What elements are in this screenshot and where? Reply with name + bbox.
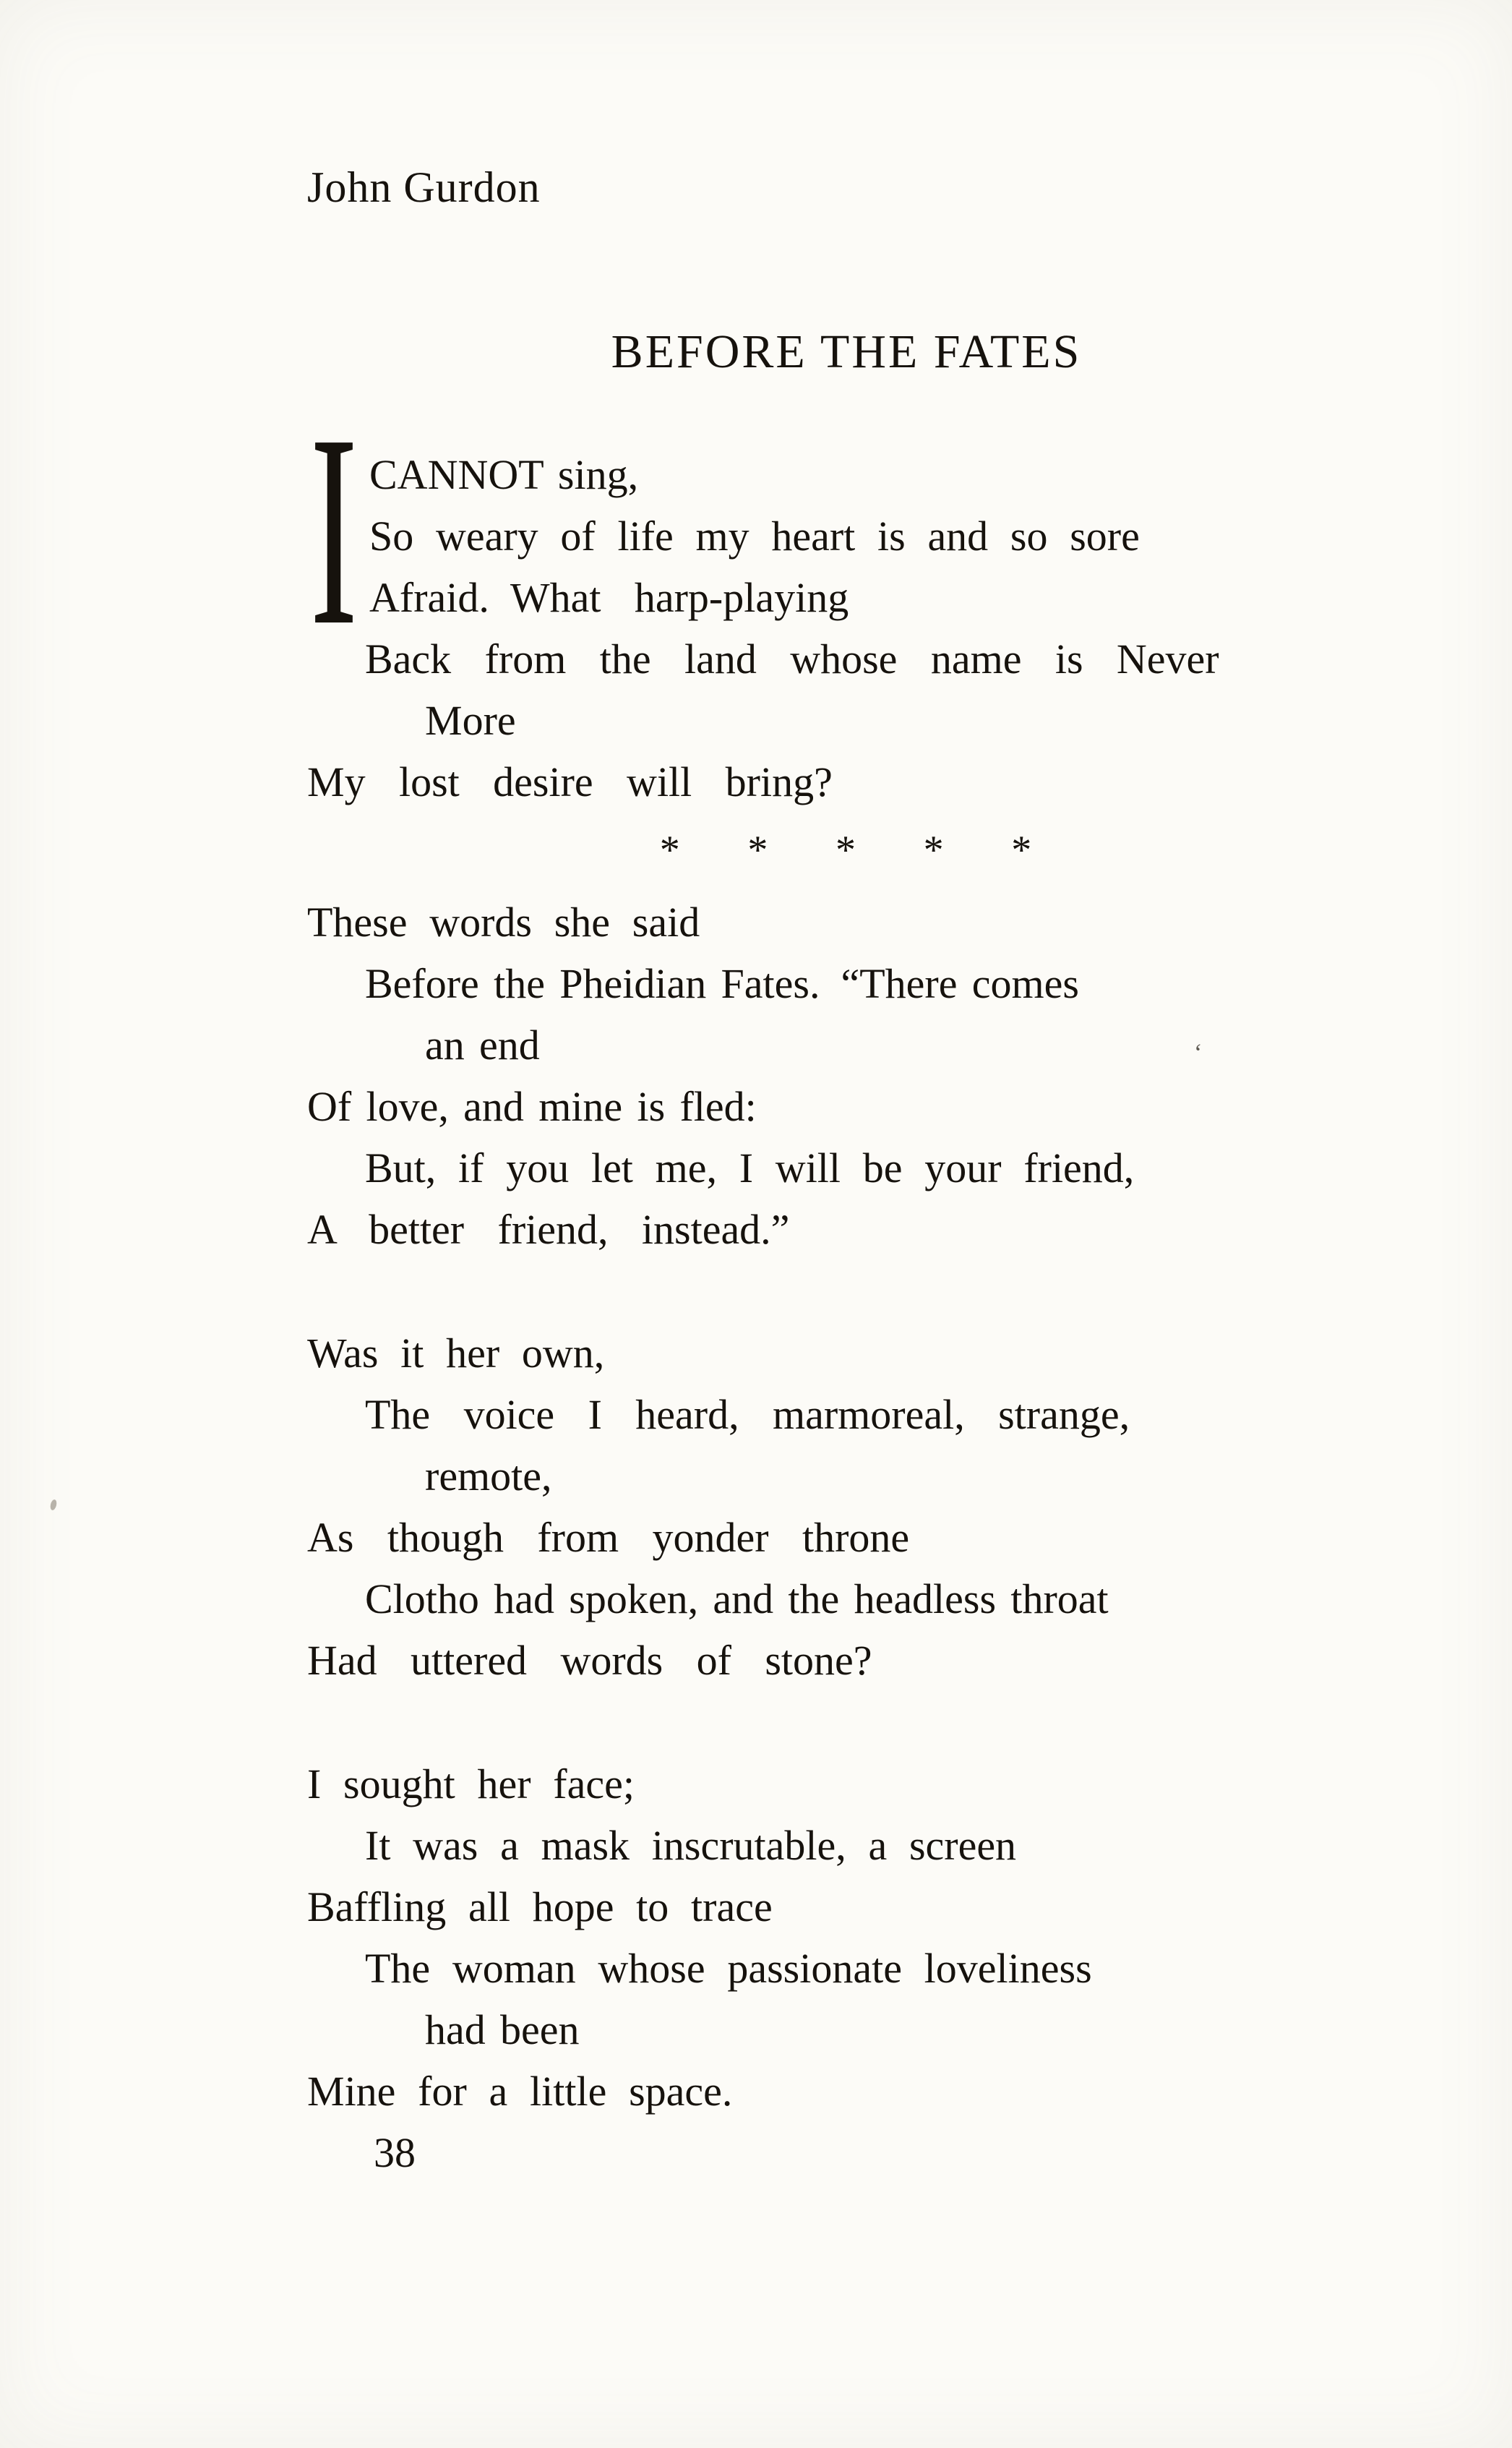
poem-line: These words she said	[307, 899, 700, 946]
stanza-3	[307, 1322, 1386, 1691]
stanza-1	[307, 378, 1386, 813]
scan-artifact-speck	[49, 1499, 57, 1510]
text-column	[307, 0, 1386, 2183]
poem-title: BEFORE THE FATES	[611, 325, 1082, 378]
stanza-4	[307, 1753, 1386, 2122]
poem-line: Clotho had spoken, and the headless throat	[365, 1575, 1109, 1622]
poem-line: I sought her face;	[307, 1760, 635, 1807]
drop-cap	[307, 378, 369, 682]
poem-line: As though from yonder throne	[307, 1514, 910, 1561]
poem-line: The voice I heard, marmoreal, strange,	[365, 1391, 1130, 1438]
poem-line: Baffling all hope to trace	[307, 1883, 773, 1930]
poem-line: Was it her own,	[307, 1330, 605, 1377]
poem-line: Back from the land whose name is Never	[365, 635, 1219, 682]
poem-line: Of love, and mine is fled:	[307, 1083, 757, 1130]
stanza-2	[307, 891, 1386, 1260]
poem-line: A better friend, instead.”	[307, 1206, 790, 1253]
stanza-separator: * * * * *	[659, 828, 1034, 873]
poem-line: It was a mask inscrutable, a screen	[365, 1822, 1017, 1869]
poem-line: More	[425, 697, 516, 744]
poem-line: Had uttered words of stone?	[307, 1637, 872, 1684]
poem-body	[307, 378, 1386, 2122]
poem-line: Mine for a little space.	[307, 2068, 733, 2115]
poem-line: an end	[425, 1022, 540, 1069]
drop-cap-letter: I	[310, 378, 358, 682]
poem-line: The woman whose passionate loveliness	[365, 1945, 1092, 1992]
poem-line: remote,	[425, 1452, 552, 1499]
poem-line: CANNOT sing,	[369, 451, 639, 498]
poem-line: But, if you let me, I will be your friend,	[365, 1144, 1135, 1191]
scan-artifact-quote: ‘	[1194, 1040, 1203, 1066]
author-name: John Gurdon	[307, 163, 541, 211]
page-number: 38	[374, 2129, 416, 2176]
poem-line: My lost desire will bring?	[307, 758, 833, 805]
poem-line: Before the Pheidian Fates. “There comes	[365, 960, 1079, 1007]
poem-line: So weary of life my heart is and so sore	[369, 513, 1140, 560]
poem-line: Afraid. What harp-playing	[369, 574, 849, 621]
poem-line: had been	[425, 2006, 580, 2053]
